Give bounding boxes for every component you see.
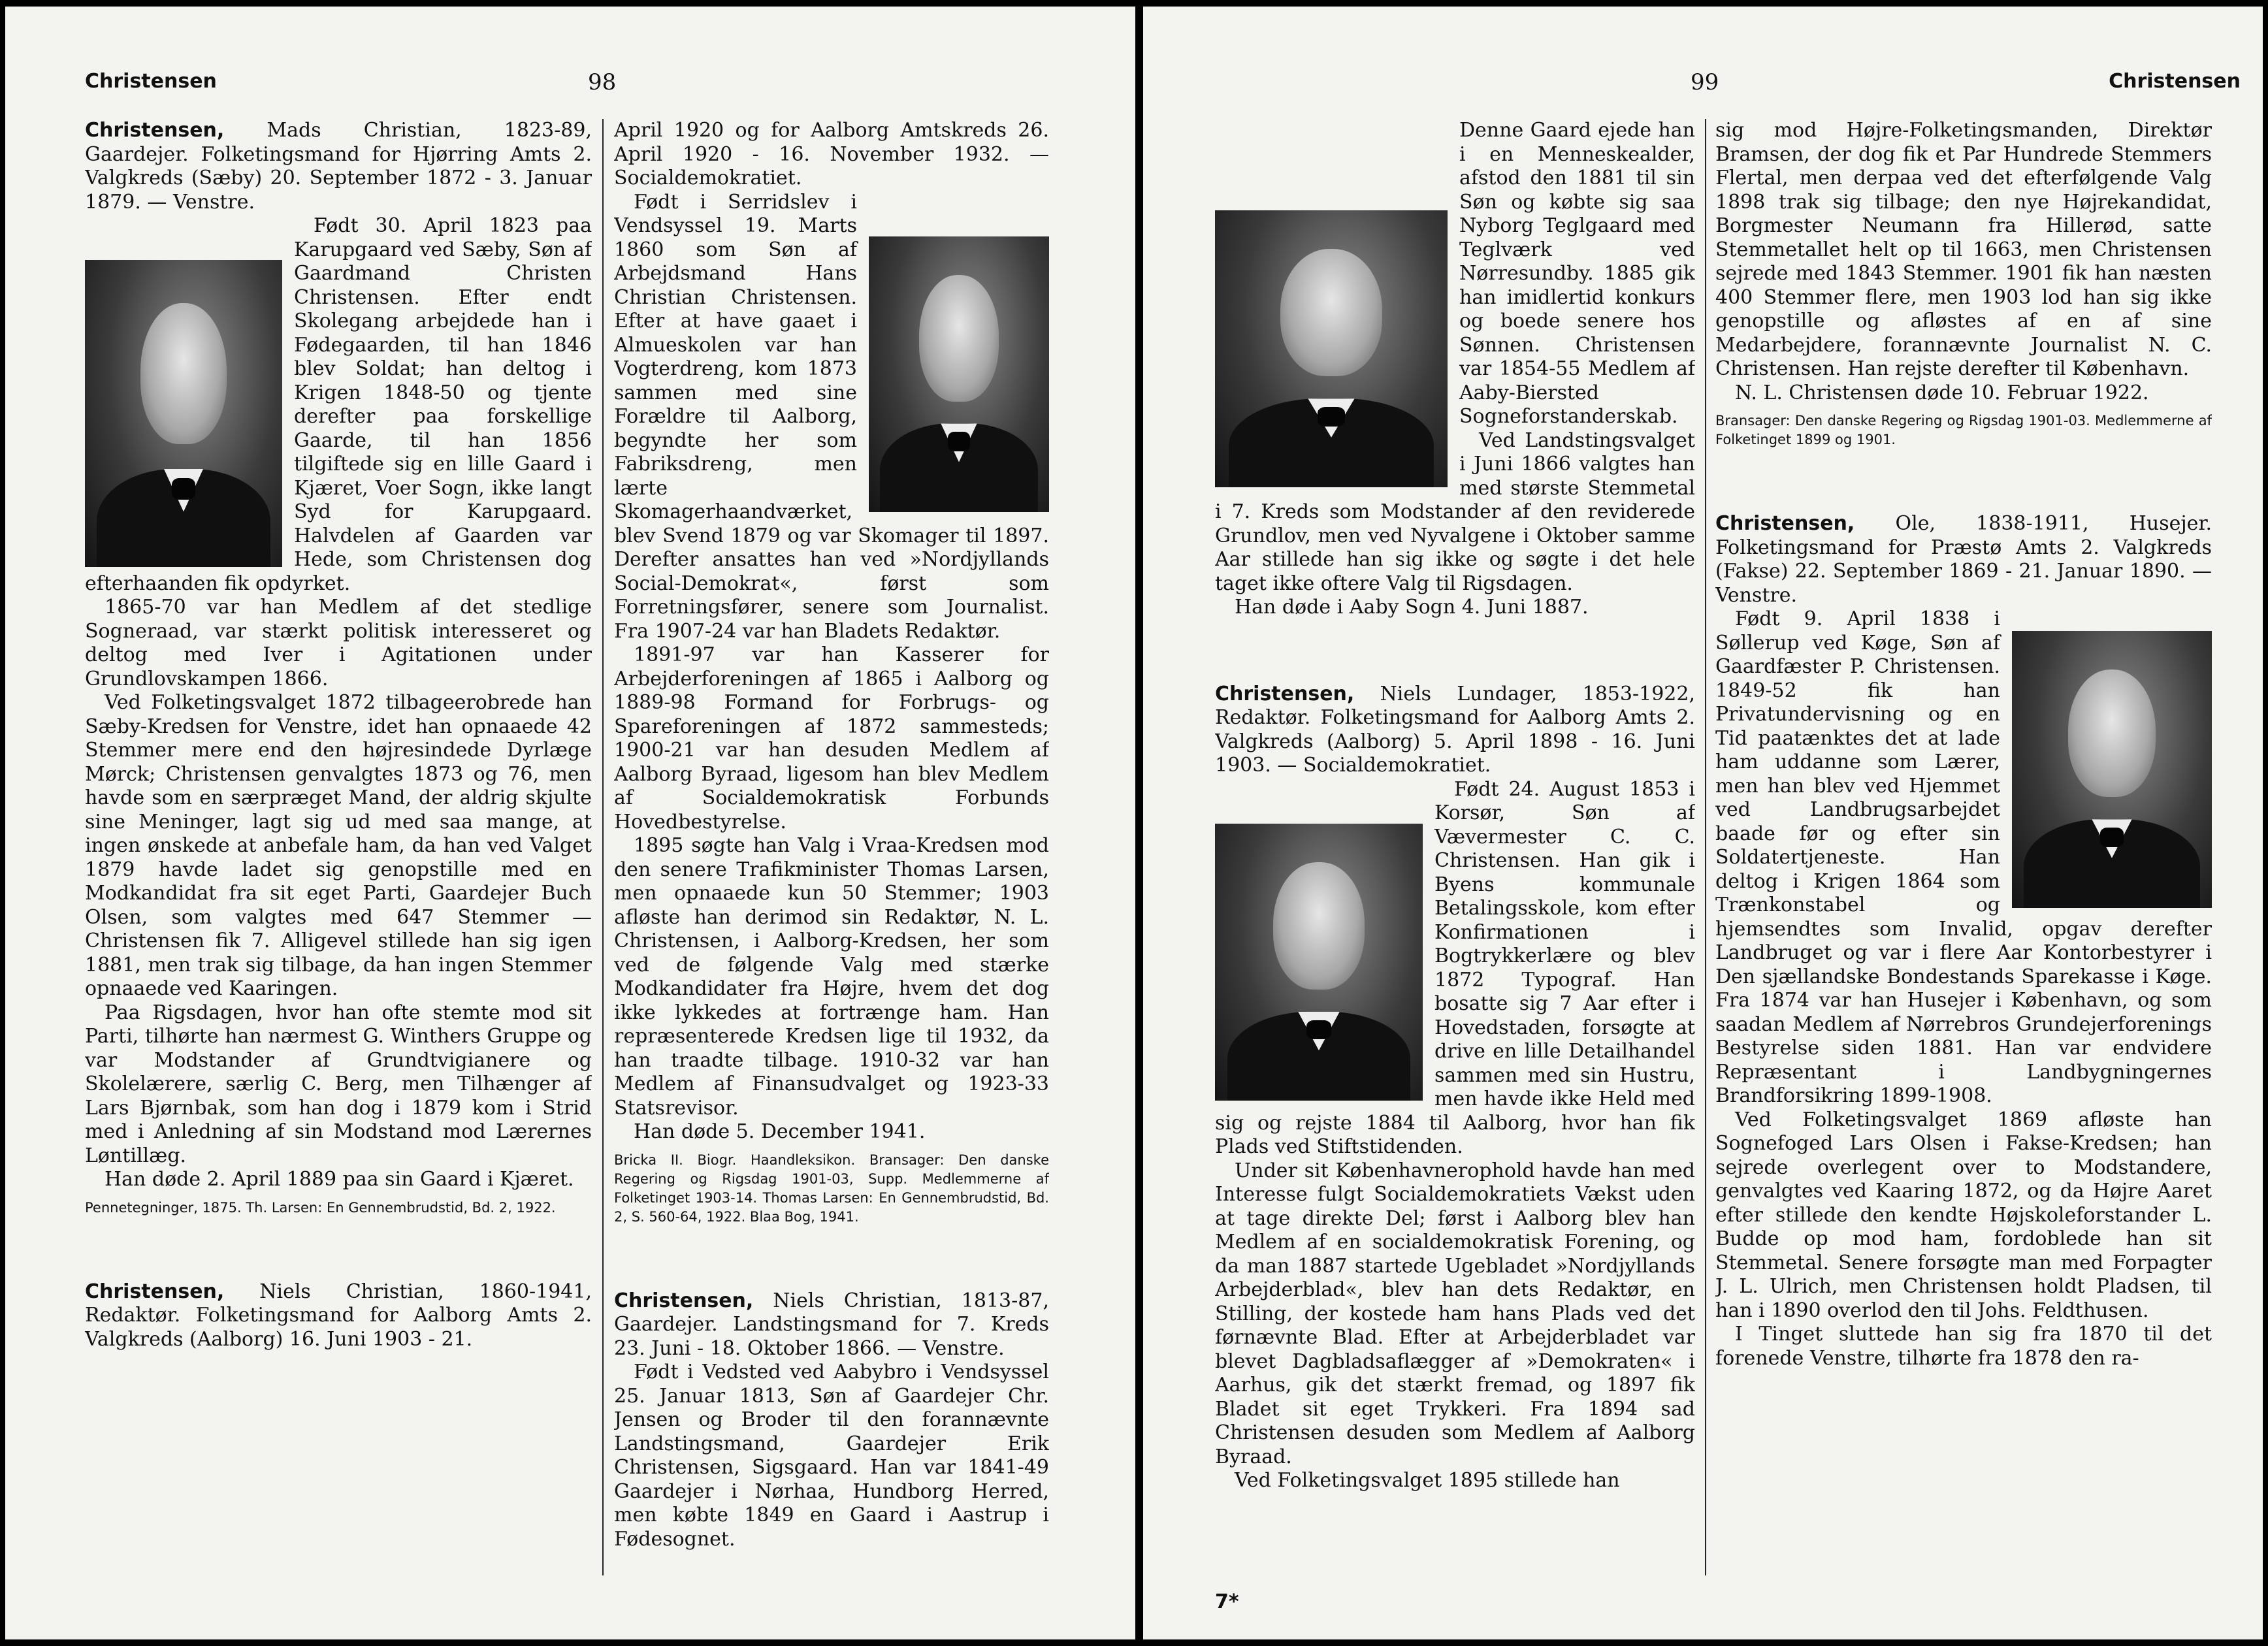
paragraph: Født 24. August 1853 i Korsør, Søn af Vævermester C. C. Christensen. Han gik i Byens kommunale Betalingsskole, kom efter Konfirmationen i Bogtrykkerlære og blev 1872 Typograf. Han bosatte sig 7 Aar efter i Hovedstaden, forsøgte at drive en lille Detailhandel sammen med sin Hustru, men havde ikke Held med sig og rejste 1884 til Aalborg, hvor han fik Plads ved Stiftstidenden.	[1215, 777, 1695, 1158]
entry-heading: Christensen, Niels Christian, 1860-1941, Redaktør. Folketingsmand for Aalborg Amts 2. Valgkreds (Aalborg) 16. Juni 1903 - 21.	[85, 1280, 592, 1351]
entry-heading: Christensen, Niels Christian, 1813-87, Gaardejer. Landstingsmand for 7. Kreds 23. Juni - 18. Oktober 1866. — Venstre.	[614, 1289, 1049, 1360]
running-title-right: Christensen	[2109, 70, 2241, 93]
paragraph: Født 9. April 1838 i Søllerup ved Køge, Søn af Gaardfæster P. Christensen. 1849-52 fik han Privatundervisning og en Tid paatænktes det at lade ham uddanne som Lærer, men han blev ved Hjemmet ved Landbrugsarbejdet baade før og efter sin Soldatertjeneste. Han deltog i Krigen 1864 som Trænkonstabel og hjemsendtes som Invalid, opgav derefter Landbruget og var i flere Aar Kontorbestyrer i Den sjællandske Bondestands Sparekasse i Køge. Fra 1874 var han Husejer i København, og som saadan Medlem af Nørrebros Grundejerforenings Bestyrelse siden 1881. Han var endvidere Repræsentant i Landbygningernes Brandforsikring 1899-1908.	[1715, 607, 2212, 1107]
right-page	[1143, 7, 2263, 1639]
paragraph: Han døde i Aaby Sogn 4. Juni 1887.	[1235, 596, 1589, 619]
paragraph: Ved Folketingsvalget 1895 stillede han	[1235, 1469, 1620, 1492]
entry-heading: Christensen, Ole, 1838-1911, Husejer. Folketingsmand for Præstø Amts 2. Valgkreds (Fakse) 22. September 1869 - 21. Januar 1890. — Venstre.	[1715, 512, 2212, 607]
portrait-mads-christian	[85, 260, 282, 567]
column-rule	[1705, 119, 1706, 1575]
sources-note: Pennetegninger, 1875. Th. Larsen: En Gennembrudstid, Bd. 2, 1922.	[85, 1199, 556, 1216]
right-column-2	[1715, 119, 2212, 1575]
paragraph: Paa Rigsdagen, hvor han ofte stemte mod sit Parti, tilhørte han nærmest G. Winthers Gruppe og var Modstander af Grundtvigianere og Skolelærere, særlig C. Berg, men Tilhænger af Lars Bjørnbak, som han dog i 1879 kom i Strid med i Anledning af sin Modstand mod Lærernes Løntillæg.	[85, 1001, 592, 1167]
entry-heading: Christensen, Niels Lundager, 1853-1922, Redaktør. Folketingsmand for Aalborg Amts 2. Valgkreds (Aalborg) 5. April 1898 - 16. Juni 1903. — Socialdemokratiet.	[1215, 682, 1695, 777]
left-column-2	[614, 119, 1049, 1575]
portrait-ole	[2012, 631, 2212, 908]
paragraph: 1895 søgte han Valg i Vraa-Kredsen mod den senere Trafikminister Thomas Larsen, men opnaaede kun 50 Stemmer; 1903 afløste han derimod sin Redaktør, N. L. Christensen, i Aalborg-Kredsen, her som ved de følgende Valg med stærke Modkandidater fra Højre, hvem det dog ikke lykkedes at fortrænge ham. Han repræsenterede Kredsen lige til 1932, da han traadte tilbage. 1910-32 var han Medlem af Finansudvalget og 1923-33 Statsrevisor.	[614, 834, 1049, 1120]
paragraph: sig mod Højre-Folketingsmanden, Direktør Bramsen, der dog fik et Par Hundrede Stemmers Flertal, men derpaa ved det efterfølgende Valg 1898 trak sig tilbage; den nye Højrekandidat, Borgmester Neumann fra Hillerød, satte Stemmetallet helt op til 1663, men Christensen sejrede med 1843 Stemmer. 1901 fik han næsten 400 Stemmer flere, men 1903 lod han sig ikke genopstille og afløstes af en af sine Medarbejdere, forannævnte Journalist N. C. Christensen. Han rejste derefter til København.	[1715, 119, 2212, 380]
column-rule	[602, 119, 604, 1575]
portrait-niels-christian-1860	[869, 236, 1049, 512]
paragraph: N. L. Christensen døde 10. Februar 1922.	[1735, 381, 2149, 404]
paragraph: Født i Serridslev i Vendsyssel 19. Marts 1860 som Søn af Arbejdsmand Hans Christian Christensen. Efter at have gaaet i Almueskolen var han Vogterdreng, kom 1873 sammen med sine Forældre til Aalborg, begyndte her som Fabriksdreng, men lærte Skomagerhaandværket, blev Svend 1879 og var Skomager til 1897. Derefter ansattes han ved »Nordjyllands Social-Demokrat«, først som Forretningsfører, senere som Journalist. Fra 1907-24 var han Bladets Redaktør.	[614, 190, 1049, 643]
paragraph: Ved Folketingsvalget 1869 afløste han Sognefoged Lars Olsen i Fakse-Kredsen; han sejrede overlegent over to Modstandere, genvalgtes ved Kaaring 1872, og da Højre Aaret efter stillede den kendte Højskoleforstander L. Budde op mod ham, fordoblede han sit Stemmetal. Senere forsøgte man med Forpagter J. L. Ulrich, men Christensen holdt Pladsen, til han i 1890 overlod den til Johs. Feldthusen.	[1715, 1108, 2212, 1322]
page-number-right: 99	[1691, 69, 1719, 95]
paragraph: Under sit Københavnerophold havde han med Interesse fulgt Socialdemokratiets Vækst uden at tage direkte Del; først i Aalborg blev han Medlem af en socialdemokratisk Forening, og da man 1887 startede Ugebladet »Nordjyllands Arbejderblad«, blev han dets Redaktør, en Stilling, der kostede ham hans Plads ved det førnævnte Blad. Efter at Arbejderbladet var blevet Dagbladsaflægger af »Demokraten« i Aarhus, gik det stærkt fremad, og 1897 fik Bladet sit eget Trykkeri. Fra 1894 sad Christensen desuden som Medlem af Aalborg Byraad.	[1215, 1159, 1695, 1468]
entry-heading-cont: April 1920 og for Aalborg Amtskreds 26. April 1920 - 16. November 1932. — Socialdemokratiet.	[614, 119, 1049, 189]
paragraph: Ved Folketingsvalget 1872 tilbageerobrede han Sæby-Kredsen for Venstre, idet han opnaaede 42 Stemmer mere end den højresindede Dyrlæge Mørck; Christensen genvalgtes 1873 og 76, men havde som en særpræget Mand, der aldrig skjulte sine Meninger, lagt sig ud med saa mange, at ingen ønskede at anbefale ham, da han ved Valget 1879 havde ladet sig genopstille med en Modkandidat fra sit eget Parti, Gaardejer Buch Olsen, som valgtes med 647 Stemmer — Christensen fik 7. Alligevel stillede han sig igen 1881, men trak sig tilbage, da han ingen Stemmer opnaaede ved Kaaringen.	[85, 691, 592, 1000]
page-number-left: 98	[588, 69, 617, 95]
paragraph: Født i Vedsted ved Aabybro i Vendsyssel 25. Januar 1813, Søn af Gaardejer Chr. Jensen og Broder til den forannævnte Landstingsmand, Gaardejer Erik Christensen, Sigsgaard. Han var 1841-49 Gaardejer i Nørhaa, Hundborg Herred, men købte 1849 en Gaard i Aastrup i Fødesognet.	[614, 1361, 1049, 1551]
signature-mark: 7*	[1215, 1590, 1239, 1613]
paragraph: Ved Landstingsvalget i Juni 1866 valgtes han med største Stemmetal i 7. Kreds som Modstander af den reviderede Grundlov, men ved Nyvalgene i Oktober samme Aar stillede han sig ikke og søgte i det hele taget ikke oftere Valg til Rigsdagen.	[1215, 428, 1695, 595]
entry-heading: Christensen, Mads Christian, 1823-89, Gaardejer. Folketingsmand for Hjørring Amts 2. Valgkreds (Sæby) 20. September 1872 - 3. Januar 1879. — Venstre.	[85, 119, 592, 214]
paragraph: Født 30. April 1823 paa Karupgaard ved Sæby, Søn af Gaardmand Christen Christensen. Efter endt Skolegang arbejdede han i Fødegaarden, til han 1846 blev Soldat; han deltog i Krigen 1848-50 og tjente derefter paa forskellige Gaarde, til han 1856 tilgiftede sig en lille Gaard i Kjæret, Voer Sogn, ikke langt Syd for Karupgaard. Halvdelen af Gaarden var Hede, som Christensen dog efterhaanden fik opdyrket.	[85, 214, 592, 595]
sources-note: Bransager: Den danske Regering og Rigsdag 1901-03. Medlemmerne af Folketinget 1899 og 1901.	[1715, 413, 2212, 447]
running-title-left: Christensen	[85, 70, 217, 93]
paragraph: I Tinget sluttede han sig fra 1870 til det forenede Venstre, tilhørte fra 1878 den ra-	[1715, 1323, 2212, 1370]
sources-note: Bricka II. Biogr. Haandleksikon. Bransager: Den danske Regering og Rigsdag 1901-03, Supp. Medlemmerne af Folketinget 1903-14. Thomas Larsen: En Gennembrudstid, Bd. 2, S. 560-64, 1922. Blaa Bog, 1941.	[614, 1152, 1049, 1225]
paragraph: Han døde 2. April 1889 paa sin Gaard i Kjæret.	[105, 1168, 574, 1191]
portrait-niels-christian-1813	[1215, 210, 1448, 487]
paragraph: 1891-97 var han Kasserer for Arbejderforeningen af 1865 i Aalborg og 1889-98 Formand for Forbrugs- og Spareforeningen af 1872 sammesteds; 1900-21 var han desuden Medlem af Aalborg Byraad, ligesom han blev Medlem af Socialdemokratisk Forbunds Hovedbestyrelse.	[614, 643, 1049, 833]
left-page	[5, 7, 1135, 1639]
paragraph: Denne Gaard ejede han i en Menneskealder, afstod den 1881 til sin Søn og købte sig saa Nyborg Teglgaard med Teglværk ved Nørresundby. 1885 gik han imidlertid konkurs og boede senere hos Sønnen. Christensen var 1854-55 Medlem af Aaby-Biersted Sogneforstanderskab.	[1459, 119, 1695, 428]
right-column-1	[1215, 119, 1695, 1575]
portrait-niels-lundager	[1215, 824, 1423, 1101]
paragraph: 1865-70 var han Medlem af det stedlige Sogneraad, var stærkt politisk interesseret og deltog med Iver i Agitationen under Grundlovskampen 1866.	[85, 596, 592, 690]
paragraph: Han døde 5. December 1941.	[634, 1120, 926, 1143]
left-column-1	[85, 119, 592, 1575]
